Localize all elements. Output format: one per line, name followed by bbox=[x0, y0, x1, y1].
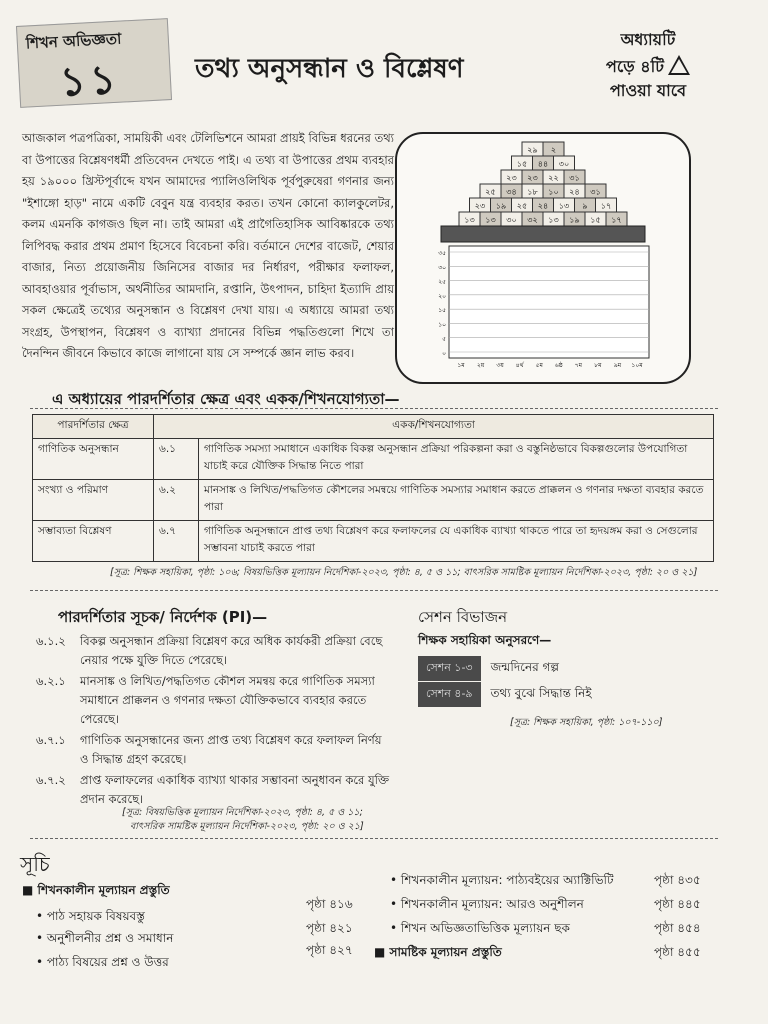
x-tick-label: ১০ম bbox=[631, 362, 643, 369]
block-label: ৩৪ bbox=[506, 187, 517, 197]
chart-frame bbox=[449, 246, 649, 358]
cell-area: সম্ভাব্যতা বিশ্লেষণ bbox=[33, 521, 154, 562]
block-label: ৪৪ bbox=[537, 159, 549, 169]
block-label: ১৫ bbox=[516, 159, 528, 169]
table-row bbox=[33, 480, 714, 521]
block-label: ২৪ bbox=[537, 201, 549, 211]
block-label: ৩২ bbox=[527, 215, 538, 225]
y-tick-label: ১০ bbox=[438, 321, 446, 329]
toc-page: পৃষ্ঠা ৪৫৪ bbox=[654, 921, 701, 935]
pi-code: ৬.৭.১ bbox=[36, 733, 66, 747]
block-label: ১৩ bbox=[485, 215, 496, 225]
block-label: ৩০ bbox=[558, 159, 570, 169]
toc-item[interactable]: ■ সামষ্টিক মূল্যায়ন প্রস্তুতি bbox=[374, 945, 502, 959]
toc-left-header-label: শিখনকালীন মূল্যায়ন প্রস্তুতি bbox=[37, 883, 170, 897]
illustration-graphic bbox=[397, 134, 689, 382]
block-label: ৩১ bbox=[569, 173, 580, 183]
intro-paragraph: আজকাল পত্রপত্রিকা, সাময়িকী এবং টেলিভিশনে আমরা প্রায়ই বিভিন্ন ধরনের তথ্য বা উপাত্তের বিশ্লেষণধর্মী প্রতিবেদন দেখতে পাই। এ তথ্য বা উপাত্তের প্রথম ব্যবহার হয় ১৯০০০ খ্রিস্টপূর্বাব্দে যখন আমাদের প্যালিওলিথিক পূর্বপুরুষেরা গণনার জন্য "ইশাঙ্গো হাড়" নামে একটি বেবুন যন্ত্র ব্যবহার করত। তখন কোনো ক্যালকুলেটর, কলম এমনকি কাগজও ছিল না। তাই আমরা এই প্রাগৈতিহাসিক আবিষ্কারকে তথ্য লিপিবদ্ধ করার প্রথম প্রমাণ হিসেবে বিবেচনা করি। বর্তমানে দেশের বাজেট, শেয়ার বাজার, নিত্য প্রয়োজনীয় জিনিসের বাজার দর নির্ধারণ, পরীক্ষার ফলাফল, আবহাওয়ার পূর্বাভাস, অর্থনীতির আমদানি, রপ্তানি, উৎপাদন, চাহিদা ইত্যাদি প্রায় সকল ক্ষেত্রেই তথ্যের অনুসন্ধান ও বিশ্লেষণ দেখা যায়। এ অধ্যায়ে আমরা তথ্য সংগ্রহ, উপস্থাপন, বিশ্লেষণ ও ব্যাখ্যা প্রদানের বিভিন্ন পদ্ধতিগুলো শিখে তা দৈনন্দিন জীবনে কিভাবে কাজে লাগানো যায় সে সম্পর্কে জ্ঞান লাভ করব। bbox=[22, 131, 394, 360]
pi-source-line-1: [সূত্র: বিষয়ভিত্তিক মূল্যায়ন নির্দেশিকা-২০২৩, পৃষ্ঠা: ৪, ৫ ও ১১; bbox=[122, 807, 363, 818]
toc-page: পৃষ্ঠা ৪২১ bbox=[306, 921, 353, 935]
toc-item-label: শিখনকালীন মূল্যায়ন: পাঠ্যবইয়ের অ্যাক্টিভিটি bbox=[400, 873, 614, 887]
badge-number: ১১ bbox=[58, 56, 122, 106]
toc-page: পৃষ্ঠা ৪৪৫ bbox=[654, 897, 701, 911]
toc-item[interactable]: • শিখন অভিজ্ঞতাভিত্তিক মূল্যায়ন ছক bbox=[390, 921, 570, 935]
pi-list bbox=[36, 632, 392, 811]
y-tick-label: ২০ bbox=[438, 292, 446, 300]
block-label: ২৩ bbox=[527, 173, 538, 183]
pi-text: মানসাঙ্ক ও লিখিত/পদ্ধতিগত কৌশল সমন্বয় করে গাণিতিক সমস্যা সমাধানে প্রাক্কলন ও গণনার দক্ষতা যৌক্তিকভাবে ব্যবহার করতে পেরেছে। bbox=[80, 674, 375, 726]
toc-item-label: শিখনকালীন মূল্যায়ন: আরও অনুশীলন bbox=[400, 897, 584, 911]
pi-code: ৬.১.২ bbox=[36, 634, 66, 648]
pi-code: ৬.২.১ bbox=[36, 674, 66, 688]
pi-text: প্রাপ্ত ফলাফলের একাধিক ব্যাখ্যা থাকার সম্ভাবনা অনুধাবন করে যুক্তি প্রদান করেছে। bbox=[80, 773, 390, 806]
x-tick-label: ২য় bbox=[476, 362, 485, 369]
competency-source: [সূত্র: শিক্ষক সহায়িকা, পৃষ্ঠা: ১০৬; বিষয়ভিত্তিক মূল্যায়ন নির্দেশিকা-২০২৩, পৃষ্ঠা: ৪, ৫ ও ১১; বাৎসরিক সামষ্টিক মূল্যায়ন নির্দেশিকা-২০২৩, পৃষ্ঠা: ২০ ও ২১] bbox=[110, 567, 698, 578]
table-row bbox=[33, 439, 714, 480]
session-subtitle: শিক্ষক সহায়িকা অনুসরণে— bbox=[418, 633, 552, 647]
block-label: ২৯ bbox=[527, 145, 538, 155]
table-row bbox=[33, 521, 714, 562]
pi-code: ৬.৭.২ bbox=[36, 773, 66, 787]
block-base bbox=[441, 226, 645, 242]
cell-area: গাণিতিক অনুসন্ধান bbox=[33, 439, 154, 480]
sidenote-line-1: অধ্যায়টি bbox=[620, 30, 676, 49]
competency-heading: এ অধ্যায়ের পারদর্শিতার ক্ষেত্র এবং একক/শিখনযোগ্যতা— bbox=[52, 390, 400, 408]
block-label: ২৪ bbox=[569, 187, 580, 197]
sidenote-line-3: পাওয়া যাবে bbox=[609, 81, 687, 100]
block-label: ১৭ bbox=[611, 215, 622, 225]
x-tick-label: ৩য় bbox=[496, 362, 504, 369]
sidenote-line-2: পড়ে ৪টি bbox=[606, 57, 664, 76]
data-illustration bbox=[395, 132, 691, 384]
list-item bbox=[36, 632, 392, 670]
divider bbox=[30, 408, 718, 409]
cell-text: গাণিতিক অনুসন্ধানে প্রাপ্ত তথ্য বিশ্লেষণ করে ফলাফলের যে একাধিক ব্যাখ্যা থাকতে পারে তা হৃদয়ঙ্গম করা ও সেগুলোর সম্ভাবনা যাচাই করতে পারা bbox=[199, 521, 714, 562]
pi-text: বিকল্প অনুসন্ধান প্রক্রিয়া বিশ্লেষণ করে অধিক কার্যকরী প্রক্রিয়া বেছে নেয়ার পক্ষে যুক্তি দিতে পেরেছে। bbox=[80, 634, 383, 667]
divider bbox=[30, 838, 718, 839]
block-label: ১৫ bbox=[590, 215, 601, 225]
toc-item[interactable]: • অনুশীলনীর প্রশ্ন ও সমাধান bbox=[36, 931, 174, 945]
block-label: ২৩ bbox=[474, 201, 486, 211]
block-label: ১৯ bbox=[495, 201, 507, 211]
toc-item-label: শিখন অভিজ্ঞতাভিত্তিক মূল্যায়ন ছক bbox=[400, 921, 570, 935]
y-tick-label: ৩৫ bbox=[438, 250, 446, 257]
session-title: সেশন বিভাজন bbox=[418, 608, 508, 626]
block-label: ২৩ bbox=[506, 173, 517, 183]
cell-code: ৬.৭ bbox=[154, 521, 199, 562]
toc-item[interactable]: • পাঠ সহায়ক বিষয়বস্তু bbox=[36, 909, 145, 923]
x-tick-label: ৫ম bbox=[535, 362, 543, 369]
session-label: জন্মদিনের গল্প bbox=[490, 659, 559, 674]
x-tick-label: ৬ষ্ঠ bbox=[554, 362, 563, 369]
x-tick-label: ৭ম bbox=[574, 362, 582, 369]
block-label: ১৭ bbox=[600, 201, 612, 211]
pi-text: গাণিতিক অনুসন্ধানের জন্য প্রাপ্ত তথ্য বিশ্লেষণ করে ফলাফল নির্ণয় ও সিদ্ধান্ত গ্রহণ করেছে। bbox=[80, 733, 382, 766]
session-item bbox=[418, 682, 592, 707]
y-tick-label: ৩০ bbox=[438, 264, 446, 272]
cell-area: সংখ্যা ও পরিমাণ bbox=[33, 480, 154, 521]
y-tick-label: ০ bbox=[442, 350, 446, 357]
block-label: ৩০ bbox=[506, 215, 517, 225]
column-header-area: পারদর্শিতার ক্ষেত্র bbox=[33, 415, 154, 439]
chapter-sidenote bbox=[578, 28, 718, 103]
x-tick-label: ১ম bbox=[457, 362, 465, 369]
cell-text: মানসাঙ্ক ও লিখিত/পদ্ধতিগত কৌশলের সমন্বয়ে গাণিতিক সমস্যার সমাধান করতে প্রাক্কলন ও গণনার দক্ষতা ব্যবহার করতে পারা bbox=[199, 480, 714, 521]
x-tick-label: ৪র্থ bbox=[515, 362, 524, 369]
toc-item-label: পাঠ সহায়ক বিষয়বস্তু bbox=[46, 909, 145, 923]
cell-text: গাণিতিক সমস্যা সমাধানে একাধিক বিকল্প অনুসন্ধান প্রক্রিয়া পরিকল্পনা করা ও বস্তুনিষ্ঠভাবে বিকল্পগুলোর উপযোগিতা যাচাই করে যৌক্তিক সিদ্ধান্ত নিতে পারা bbox=[199, 439, 714, 480]
toc-page: পৃষ্ঠা ৪১৬ bbox=[306, 897, 353, 911]
y-tick-label: ২৫ bbox=[438, 278, 446, 286]
block-label: ৩১ bbox=[590, 187, 601, 197]
toc-item[interactable]: • পাঠ্য বিষয়ের প্রশ্ন ও উত্তর bbox=[36, 955, 169, 969]
block-label: ২ bbox=[550, 145, 557, 155]
triangle-icon bbox=[668, 55, 690, 75]
block-label: ৯ bbox=[582, 201, 588, 211]
toc-page: পৃষ্ঠা ৪২৭ bbox=[306, 943, 353, 957]
toc-page: পৃষ্ঠা ৪৫৫ bbox=[654, 945, 701, 959]
session-source: [সূত্র: শিক্ষক সহায়িকা, পৃষ্ঠা: ১০৭-১১০] bbox=[510, 717, 663, 728]
toc-item-label: সামষ্টিক মূল্যায়ন প্রস্তুতি bbox=[389, 945, 502, 959]
session-label: তথ্য বুঝে সিদ্ধান্ত নিই bbox=[490, 685, 592, 700]
block-label: ১০ bbox=[548, 187, 559, 197]
pi-source-line-2: বাৎসরিক সামষ্টিক মূল্যায়ন নির্দেশিকা-২০২৩, পৃষ্ঠা: ২০ ও ২১] bbox=[130, 821, 364, 832]
block-label: ১৩ bbox=[548, 215, 559, 225]
list-item bbox=[36, 771, 392, 809]
divider bbox=[30, 590, 718, 591]
block-label: ১৮ bbox=[527, 187, 538, 197]
x-tick-label: ৯ম bbox=[613, 362, 622, 369]
column-header-unit: একক/শিখনযোগ্যতা bbox=[154, 415, 714, 439]
session-tag: সেশন ১-৩ bbox=[418, 656, 481, 681]
toc-item-label: অনুশীলনীর প্রশ্ন ও সমাধান bbox=[46, 931, 174, 945]
list-item bbox=[36, 731, 392, 769]
competency-table bbox=[32, 414, 714, 562]
chapter-badge bbox=[16, 18, 172, 108]
block-label: ১৩ bbox=[464, 215, 475, 225]
toc-page: পৃষ্ঠা ৪৩৫ bbox=[654, 873, 701, 887]
toc-item[interactable]: • শিখনকালীন মূল্যায়ন: আরও অনুশীলন bbox=[390, 897, 584, 911]
list-item bbox=[36, 672, 392, 729]
badge-label: শিখন অভিজ্ঞতা bbox=[25, 29, 122, 53]
toc-left-header: ■ শিখনকালীন মূল্যায়ন প্রস্তুতি bbox=[22, 883, 170, 897]
y-tick-label: ৫ bbox=[442, 335, 446, 343]
x-tick-label: ৮ম bbox=[594, 362, 602, 369]
block-label: ২৫ bbox=[516, 201, 528, 211]
cell-code: ৬.১ bbox=[154, 439, 199, 480]
cell-code: ৬.২ bbox=[154, 480, 199, 521]
toc-item[interactable]: • শিখনকালীন মূল্যায়ন: পাঠ্যবইয়ের অ্যাক্টিভিটি bbox=[390, 873, 614, 887]
toc-item-label: পাঠ্য বিষয়ের প্রশ্ন ও উত্তর bbox=[46, 955, 169, 969]
block-label: ১৩ bbox=[558, 201, 570, 211]
toc-title: সূচি bbox=[20, 852, 50, 876]
page-title: তথ্য অনুসন্ধান ও বিশ্লেষণ bbox=[195, 54, 464, 84]
block-label: ১৯ bbox=[569, 215, 580, 225]
pi-heading: পারদর্শিতার সূচক/ নির্দেশক (PI)— bbox=[58, 608, 268, 626]
block-label: ২৫ bbox=[485, 187, 496, 197]
session-item bbox=[418, 656, 559, 681]
session-tag: সেশন ৪-৯ bbox=[418, 682, 481, 707]
y-tick-label: ১৫ bbox=[438, 307, 446, 315]
block-label: ২২ bbox=[548, 173, 559, 183]
